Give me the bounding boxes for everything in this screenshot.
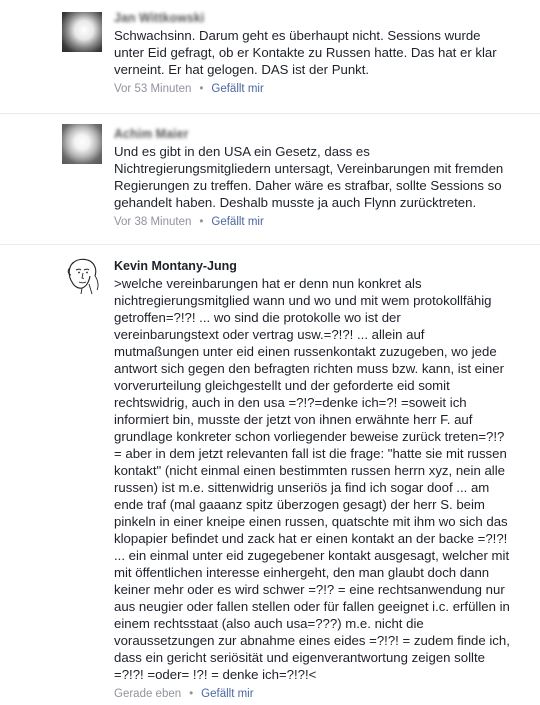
divider: [0, 113, 540, 114]
comment-text: Und es gibt in den USA ein Gesetz, dass es Nichtregierungsmitgliedern untersagt, Vereinbarungen mit fremden Regierungen zu treffen. Daher wäre es strafbar, sollte Sessions so gehandelt haben. Deshalb musste ja auch Flynn zurücktreten.: [114, 144, 504, 210]
separator-dot: •: [189, 688, 194, 700]
comment-meta: [114, 687, 530, 701]
comment-timestamp[interactable]: Vor 38 Minuten: [114, 216, 192, 228]
comment-meta: [114, 215, 530, 229]
comment-author[interactable]: Kevin Montany-Jung: [114, 259, 237, 273]
like-link[interactable]: Gefällt mir: [211, 216, 264, 228]
comment-meta: [114, 82, 530, 96]
avatar[interactable]: [62, 256, 102, 296]
like-link[interactable]: Gefällt mir: [211, 83, 264, 95]
avatar[interactable]: [62, 124, 102, 164]
separator-dot: •: [199, 83, 204, 95]
comment-author[interactable]: Jan Wittkowski: [114, 11, 205, 25]
comment-timestamp[interactable]: Gerade eben: [114, 688, 182, 700]
comment-text: >welche vereinbarungen hat er denn nun konkret als nichtregierungsmitglied wann und wo und mit wem protokollfähig getroffen=?!?! ... wo sind die protokolle wo ist der vereinbarungstext oder vertrag usw.=?!?! ... allein auf mutmaßungen unter eid einen russenkontakt zuzugeben, wo jede antwort sich gegen den befragten richten muss bzw. kann, ist einer vorverurteilung gleichgestellt und der geforderte eid somit rechtswidrig, auch in den usa =?!?=denke ich=?! =soweit ich informiert bin, musste der jetzt von ihnen erwähnte herr F. auf grundlage konkreter schon vorliegender beweise zurück treten=?!? = aber in dem jetzt relevanten fall ist die frage: "hatte sie mit russen kontakt" (nicht einmal einen bestimmten russen herrn xyz, nein alle russen) ist m.e. sittenwidrig unseriös ja find ich sogar doof ... am ende traf (mal gaaanz spitz überzogen gesagt) der herr S. beim pinkeln in einer kneipe einen russen, quatschte mit ihm wo sich das klopapier befindet und zack hat er einen kontakt an der backe =?!?! ... ein einmal unter eid zugegebener kontakt ausgesagt, welcher mit mit öffentlichen interesse einhergeht, den man glaubt doch dann keiner mehr oder es wird schwer =?!? = eine rechtsanwendung nur aus neugier oder fallen stellen oder für fallen geeignet i.c. erfüllen in einem rechtsstaat (also auch usa=???) m.e. nicht die voraussetzungen zur abnahme eines eides =?!?! = zudem finde ich, dass ein gericht seriösität und eigenverantwortung zeigen sollte =?!?! =oder= !?! = denke ich=?!?!<: [114, 276, 510, 682]
comment-timestamp[interactable]: Vor 53 Minuten: [114, 83, 192, 95]
avatar[interactable]: [62, 12, 102, 52]
divider: [0, 244, 540, 245]
comment-text: Schwachsinn. Darum geht es überhaupt nicht. Sessions wurde unter Eid gefragt, ob er Kontakte zu Russen hatte. Das hat er klar verneint. Er hat gelogen. DAS ist der Punkt.: [114, 28, 497, 77]
separator-dot: •: [199, 216, 204, 228]
comment-author[interactable]: Achim Maier: [114, 127, 189, 141]
sketch-portrait-icon: [62, 256, 102, 296]
like-link[interactable]: Gefällt mir: [201, 688, 254, 700]
